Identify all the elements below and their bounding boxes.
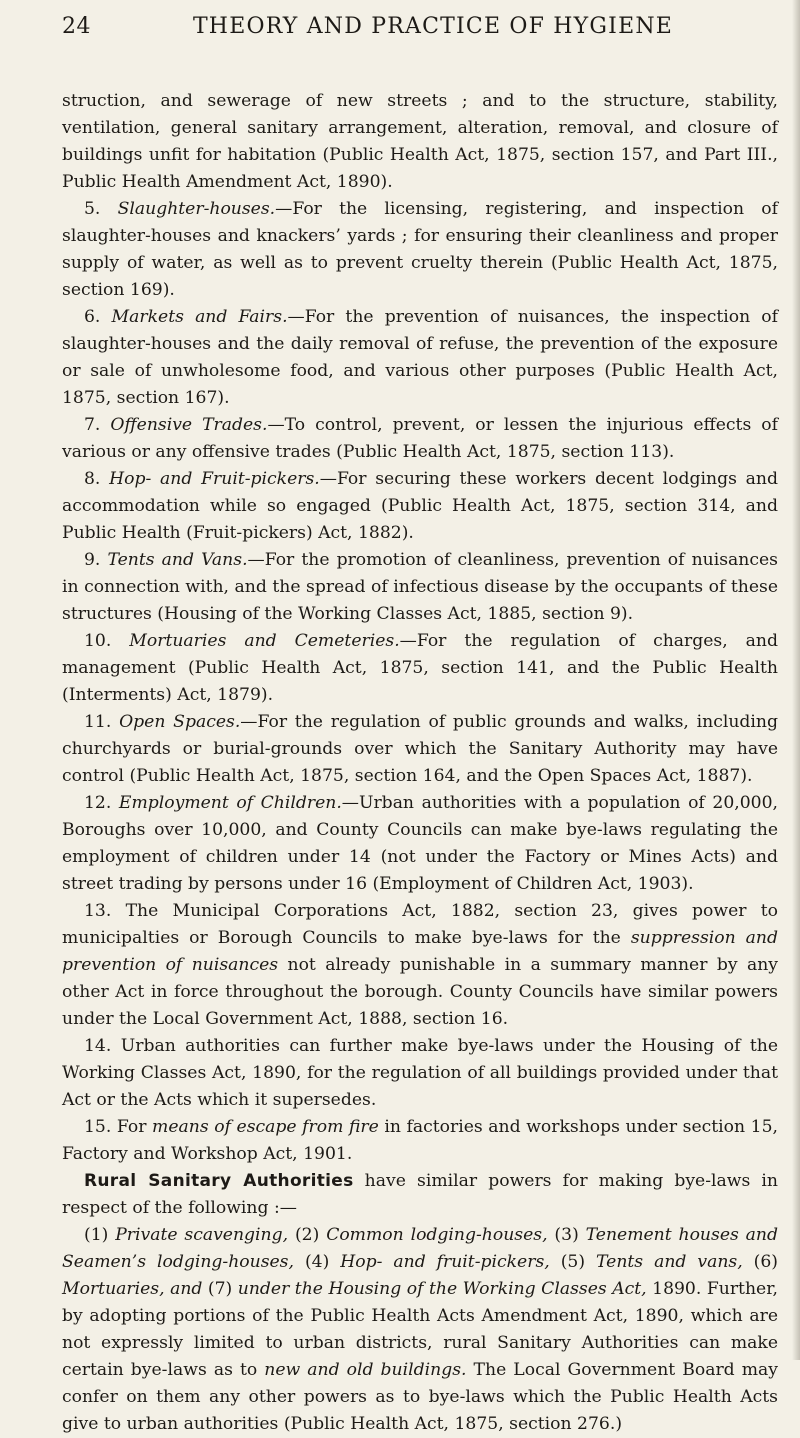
- list-item: Tenement houses and Seamen’s lodging-houses,: [62, 1225, 778, 1272]
- list-year: 1890.: [646, 1279, 702, 1299]
- paragraph-text: struction, and sewerage of new streets ; and to the structure, stability, ventilation, general sanitary arrangement, alteration, removal, and closure of buildings unfit for habitation (Public Health Act, 1875, section 157, and Part III., Public Health Amendment Act, 1890).: [62, 91, 778, 192]
- list-number: (4): [293, 1252, 341, 1272]
- item-title: Tents and Vans.: [107, 550, 248, 570]
- paragraph-item-7: [62, 412, 778, 466]
- paragraph-item-11: [62, 709, 778, 790]
- item-text: —To control, prevent, or lessen the injurious effects of various or any offensive trades (Public Health Act, 1875, section 113).: [62, 415, 778, 462]
- page-number: 24: [62, 14, 91, 39]
- paragraph-item-15: [62, 1114, 778, 1168]
- section-text: have similar powers for making bye-laws in respect of the following :—: [62, 1171, 778, 1218]
- body-text: [62, 88, 778, 1438]
- item-text: —For the regulation of charges, and management (Public Health Act, 1875, section 141, and the Public Health (Interments) Act, 1879).: [62, 631, 778, 705]
- paragraph-item-14: [62, 1033, 778, 1114]
- paragraph-item-13: [62, 898, 778, 1033]
- section-heading: Rural Sanitary Authorities: [84, 1171, 354, 1191]
- item-number: 9.: [84, 550, 108, 570]
- item-emphasis: suppression and prevention of nuisances: [62, 928, 779, 975]
- item-number: 6.: [84, 307, 112, 327]
- item-title: Hop- and Fruit-pickers.: [109, 469, 320, 489]
- list-item: under the Housing of the Working Classes Act,: [237, 1279, 647, 1299]
- item-text: in factories and workshops under section 15, Factory and Workshop Act, 1901.: [62, 1117, 778, 1164]
- item-text: —For the regulation of public grounds and walks, including churchyards or burial-grounds over which the Sanitary Authority may have control (Public Health Act, 1875, section 164, and the Open Spaces Act, 1887).: [62, 712, 778, 786]
- item-title: Employment of Children.: [118, 793, 342, 813]
- item-title: Open Spaces.: [119, 712, 241, 732]
- list-item: Mortuaries,: [62, 1279, 165, 1299]
- item-title: Slaughter-houses.: [117, 199, 276, 219]
- item-number: 12.: [84, 793, 119, 813]
- item-text: —For securing these workers decent lodgings and accommodation while so engaged (Public Health Act, 1875, section 314, and Public Health (Fruit-pickers) Act, 1882).: [62, 469, 778, 543]
- item-text: —Urban authorities with a population of 20,000, Boroughs over 10,000, and County Councils can make bye-laws regulating the employment of children under 14 (not under the Factory or Mines Acts) and street trading by persons under 16 (Employment of Children Act, 1903).: [62, 793, 778, 894]
- item-number: 5.: [84, 199, 118, 219]
- item-number: 8.: [84, 469, 110, 489]
- page: [62, 14, 778, 1438]
- item-text: —For the promotion of cleanliness, prevention of nuisances in connection with, and the spread of infectious disease by the occupants of these structures (Housing of the Working Classes Act, 1885, section 9).: [62, 550, 778, 624]
- item-title: Markets and Fairs.: [111, 307, 288, 327]
- paragraph-text: Further, by adopting portions of the Public Health Acts Amendment Act, 1890, which are not expressly limited to urban districts, rural Sanitary Authorities can make certain bye-laws as to: [62, 1279, 778, 1380]
- list-item: Hop- and fruit-pickers,: [340, 1252, 550, 1272]
- item-emphasis: means of escape from fire: [152, 1117, 379, 1137]
- paragraph-item-10: [62, 628, 778, 709]
- item-text: 13. The Municipal Corporations Act, 1882, section 23, gives power to municipalties or Borough Councils to make bye-laws for the: [62, 901, 778, 948]
- item-text: 15. For: [84, 1117, 153, 1137]
- item-emphasis: new and old buildings.: [264, 1360, 467, 1380]
- paragraph-continuation: [62, 88, 778, 196]
- list-item: Private scavenging,: [115, 1225, 289, 1245]
- list-item: Common lodging-houses,: [326, 1225, 548, 1245]
- paragraph-text: The Local Government Board may confer on them any other powers as to bye-laws which the Public Health Acts give to urban authorities (Public Health Act, 1875, section 276.): [62, 1360, 778, 1434]
- paragraph-rural-list: [62, 1222, 778, 1438]
- paragraph-item-9: [62, 547, 778, 628]
- list-number: (2): [288, 1225, 327, 1245]
- page-header: [62, 14, 778, 54]
- item-text: —For the prevention of nuisances, the inspection of slaughter-houses and the daily removal of refuse, the prevention of the exposure or sale of unwholesome food, and various other purposes (Public Health Act, 1875, section 167).: [62, 307, 778, 408]
- item-text: —For the licensing, registering, and inspection of slaughter-houses and knackers’ yards ; for ensuring their cleanliness and proper supply of water, as well as to prevent cruelty therein (Public Health Act, 1875, section 169).: [62, 199, 778, 300]
- item-title: Offensive Trades.: [110, 415, 268, 435]
- list-number: (5): [549, 1252, 597, 1272]
- item-number: 7.: [84, 415, 111, 435]
- list-number: (3): [547, 1225, 586, 1245]
- list-number: (1): [84, 1225, 116, 1245]
- item-text: 14. Urban authorities can further make bye-laws under the Housing of the Working Classes Act, 1890, for the regulation of all buildings provided under that Act or the Acts which it supersedes.: [62, 1036, 778, 1110]
- list-item: Tents and vans,: [596, 1252, 743, 1272]
- paragraph-item-5: [62, 196, 778, 304]
- paragraph-item-8: [62, 466, 778, 547]
- item-title: Mortuaries and Cemeteries.: [129, 631, 400, 651]
- list-conjunction: and: [164, 1279, 208, 1299]
- running-title: THEORY AND PRACTICE OF HYGIENE: [192, 14, 674, 39]
- item-number: 11.: [84, 712, 120, 732]
- page-edge-shadow: [792, 0, 800, 1360]
- item-text: not already punishable in a summary manner by any other Act in force throughout the borough. County Councils have similar powers under the Local Government Act, 1888, section 16.: [62, 955, 778, 1029]
- list-number: (6): [742, 1252, 779, 1272]
- item-number: 10.: [84, 631, 130, 651]
- paragraph-rural-authorities: [62, 1168, 778, 1222]
- list-number: (7): [207, 1279, 238, 1299]
- paragraph-item-12: [62, 790, 778, 898]
- paragraph-item-6: [62, 304, 778, 412]
